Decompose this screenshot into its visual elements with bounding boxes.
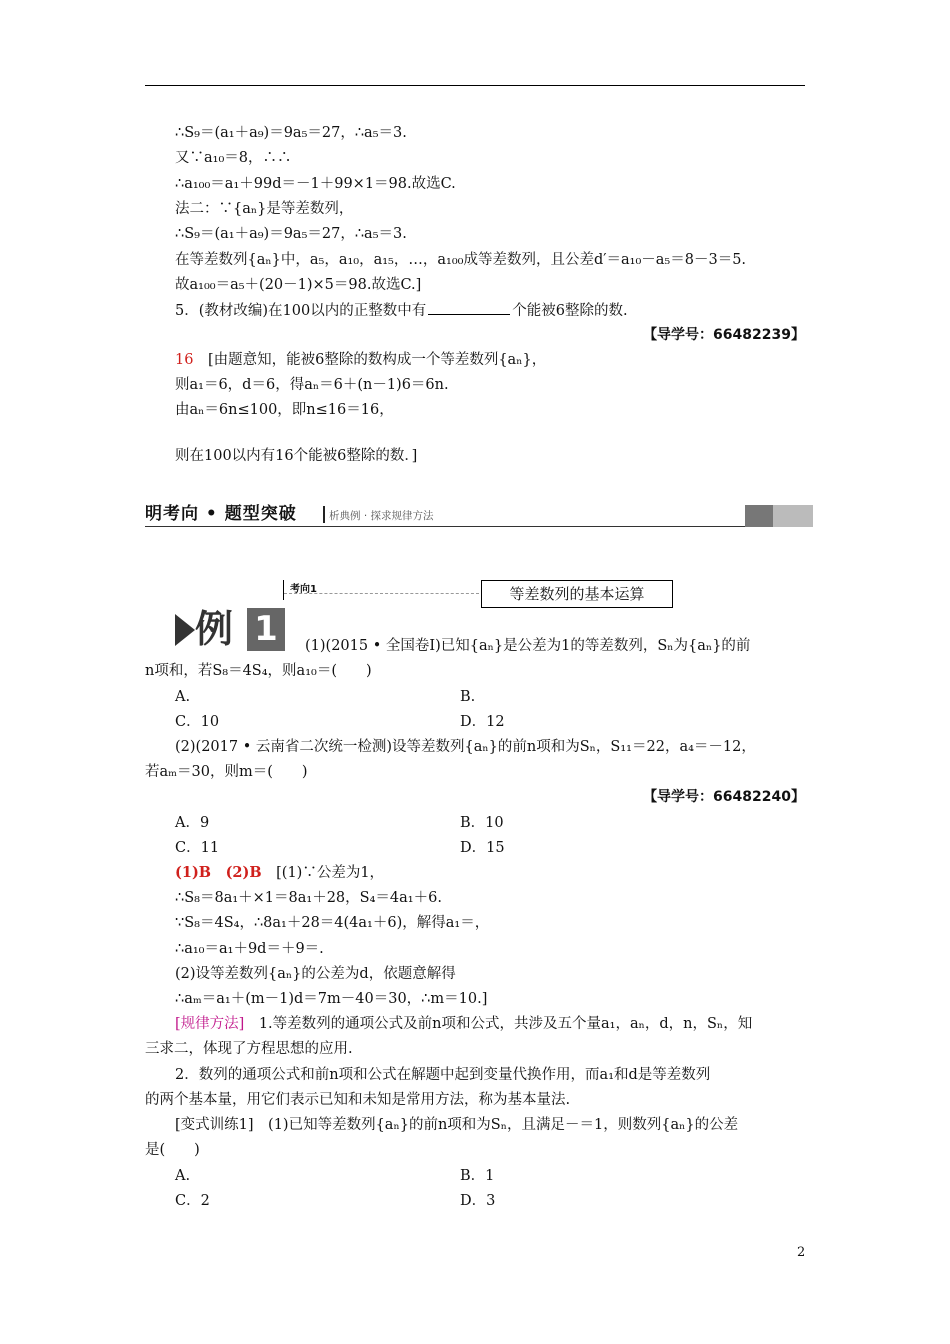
text-line: 法二：∵{aₙ}是等差数列， (175, 201, 354, 217)
variant-line: 是( ) (145, 1142, 200, 1158)
solution-line: 由aₙ＝6n≤100，即n≤16＝16， (175, 402, 394, 418)
example-text: (2)(2017 • 云南省二次统一检测)设等差数列{aₙ}的前n项和为Sₙ，S₁₁＝22，a₄＝－12， (175, 739, 756, 755)
example-badge (175, 606, 287, 653)
option: B. (460, 689, 476, 705)
question-text: 个能被6整除的数. (512, 303, 628, 319)
option: A. (175, 689, 191, 705)
topic-tag (283, 580, 673, 610)
section-subtitle: 析典例 · 探求规律方法 (329, 510, 434, 522)
example-text: 若aₘ＝30，则m＝( ) (145, 764, 308, 780)
text-line: ∴S₉＝(a₁＋a₉)＝9a₅＝27，∴a₅＝3. (175, 226, 407, 242)
text-line: ∴S₉＝(a₁＋a₉)＝9a₅＝27，∴a₅＝3. (175, 125, 407, 141)
option: D．12 (460, 714, 505, 730)
variant-line: [变式训练1] (1)已知等差数列{aₙ}的前n项和为Sₙ，且满足－＝1，则数列{aₙ}的公差 (175, 1117, 739, 1133)
method-text: 1.等差数列的通项公式及前n项和公式，共涉及五个量a₁，aₙ，d，n，Sₙ，知 (244, 1016, 753, 1032)
method-line: 三求二，体现了方程思想的应用. (145, 1041, 353, 1057)
example-text: (1)(2015 • 全国卷Ⅰ)已知{aₙ}是公差为1的等差数列，Sₙ为{aₙ}的前 (305, 638, 751, 654)
option: C．11 (175, 840, 220, 856)
solution-line: ∴a₁₀＝a₁＋9d＝＋9＝. (175, 941, 324, 957)
option: A. (175, 1168, 191, 1184)
solution-line: 则在100以内有16个能被6整除的数．] (175, 448, 418, 464)
topic-tag-frame (283, 580, 479, 600)
topic-label: 考向1 (290, 584, 317, 595)
example-number: 1 (247, 608, 285, 651)
arrow-icon (175, 614, 195, 646)
guide-number: 【导学号：66482239】 (643, 327, 805, 343)
question-5 (175, 300, 628, 321)
section-title: 明考向 • 题型突破 (145, 504, 297, 524)
text-line: 在等差数列{aₙ}中，a₅，a₁₀，a₁₅，…，a₁₀₀成等差数列，且公差d′＝a₁₀－a₅＝8－3＝5. (175, 252, 747, 268)
solution-line: ∴aₘ＝a₁＋(m－1)d＝7m－40＝30，∴m＝10.] (175, 991, 488, 1007)
solution-text: [(1)∵公差为1， (276, 865, 385, 881)
banner-separator (323, 506, 325, 523)
topic-title: 等差数列的基本运算 (481, 580, 673, 608)
text-line: ∴a₁₀₀＝a₁＋99d＝－1＋99×1＝98.故选C. (175, 176, 456, 192)
method-line (175, 1014, 752, 1034)
option: C．10 (175, 714, 220, 730)
section-banner (145, 503, 813, 527)
option: B．10 (460, 815, 504, 831)
text-line: 故a₁₀₀＝a₅＋(20－1)×5＝98.故选C.] (175, 277, 422, 293)
banner-block-light (773, 505, 813, 527)
example-char: 例 (195, 607, 234, 651)
question-text: 5．(教材改编)在100以内的正整数中有 (175, 303, 427, 319)
option: B．1 (460, 1168, 495, 1184)
banner-block-dark (745, 505, 773, 527)
option: A．9 (175, 815, 210, 831)
option: D．3 (460, 1193, 496, 1209)
solution-line: ∵S₈＝4S₄，∴8a₁＋28＝4(4a₁＋6)，解得a₁＝， (175, 915, 490, 931)
option: D．15 (460, 840, 505, 856)
method-line: 的两个基本量，用它们表示已知和未知是常用方法，称为基本量法. (145, 1092, 571, 1108)
solution-line: ∴S₈＝8a₁＋×1＝8a₁＋28，S₄＝4a₁＋6. (175, 890, 442, 906)
guide-number: 【导学号：66482240】 (643, 789, 805, 805)
page-number: 2 (797, 1245, 806, 1260)
text-line: 又∵a₁₀＝8，∴∴ (175, 150, 292, 166)
answer-value: (1)B (2)B (175, 864, 262, 881)
option: C．2 (175, 1193, 210, 1209)
banner-rule (145, 526, 745, 527)
method-line: 2．数列的通项公式和前n项和公式在解题中起到变量代换作用，而a₁和d是等差数列 (175, 1067, 711, 1083)
example-text: n项和，若S₈＝4S₄，则a₁₀＝( ) (145, 663, 372, 679)
solution-line (175, 350, 546, 370)
header-rule (145, 85, 805, 86)
solution-line: 则a₁＝6，d＝6，得aₙ＝6＋(n－1)6＝6n. (175, 377, 449, 393)
answer-value: 16 (175, 352, 194, 368)
topic-dash (284, 593, 479, 594)
answer-blank (428, 300, 510, 315)
solution-line (175, 863, 384, 883)
method-tag: [规律方法] (175, 1016, 245, 1032)
solution-text: [由题意知，能被6整除的数构成一个等差数列{aₙ}， (207, 352, 547, 368)
solution-line: (2)设等差数列{aₙ}的公差为d，依题意解得 (175, 966, 456, 982)
